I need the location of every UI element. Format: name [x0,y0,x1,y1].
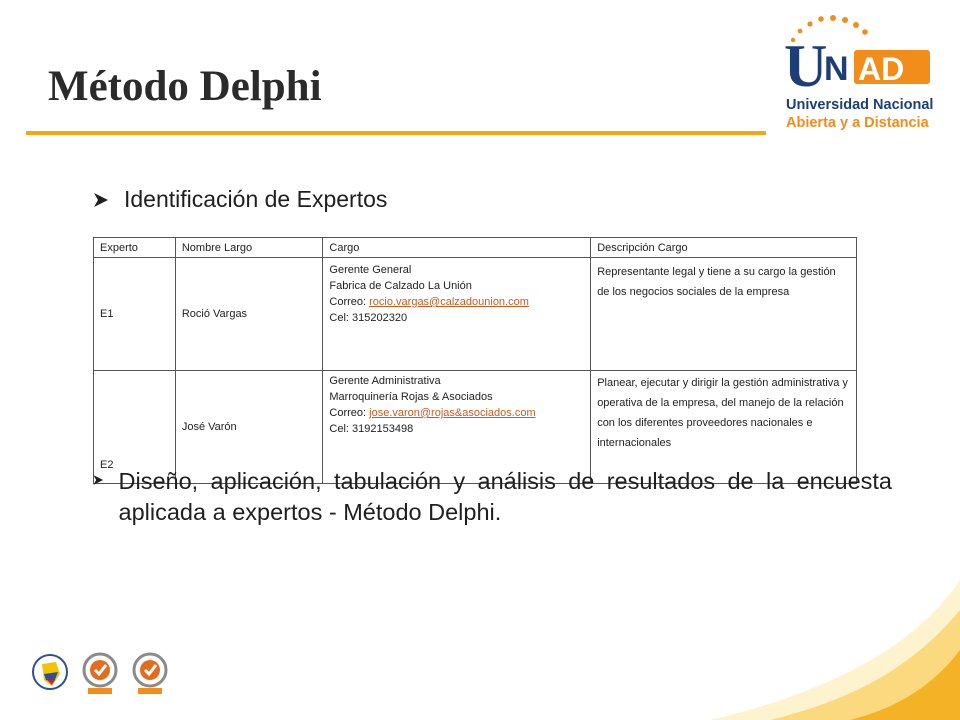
cargo-email-line [329,294,584,310]
expert-name: Roció Vargas [175,258,323,371]
unad-logo [776,14,946,134]
bullet-text: Diseño, aplicación, tabulación y análisis de resultados de la encuesta aplicada a expertos - Método Delphi. [118,468,892,525]
cargo-company: Marroquinería Rojas & Asociados [329,391,493,403]
header-experto: Experto [94,238,176,258]
svg-text:N: N [824,50,849,88]
logo-line2: Abierta y a Distancia [786,115,929,131]
email-link[interactable]: rocio.vargas@calzadounion.com [369,296,529,308]
title-underline [26,131,766,135]
cargo-email-line [329,405,584,421]
colombia-seal-icon [30,652,70,696]
svg-text:AD: AD [858,51,905,87]
arrow-bullet-icon [92,466,105,489]
certification-seal-icon [130,652,170,696]
decorative-wave [620,580,960,720]
table-header-row [94,238,857,258]
header-nombre: Nombre Largo [175,238,323,258]
svg-text:U: U [784,33,828,99]
footer-seals [30,652,170,696]
logo-line1: Universidad Nacional [786,97,934,113]
cargo-company: Fabrica de Calzado La Unión [329,280,472,292]
slide-title: Método Delphi [48,63,322,110]
description-text: Representante legal y tiene a su cargo la gestión de los negocios sociales de la empresa [597,266,836,298]
arrow-bullet-icon [92,186,110,209]
bullet-identificacion [92,186,387,213]
cargo-title: Gerente General [329,264,412,276]
bullet-diseno [92,466,892,528]
expert-id: E1 [94,258,176,371]
email-link[interactable]: jose.varon@rojas&asociados.com [369,407,536,419]
header-descripcion: Descripción Cargo [591,238,857,258]
expert-id: E2 [94,371,176,484]
cargo-phone: Cel: 3192153498 [329,423,414,435]
cargo-phone: Cel: 315202320 [329,312,408,324]
expert-description [591,258,857,371]
description-text: Planear, ejecutar y dirigir la gestión administrativa y operativa de la empresa, del manejo de la relación con los diferentes proveedores nacionales e internacionales [597,377,848,449]
email-label: Correo: [329,407,370,419]
header-cargo: Cargo [323,238,591,258]
bullet-text: Identificación de Expertos [124,186,388,212]
expert-name: José Varón [175,371,323,484]
email-label: Correo: [329,296,370,308]
certification-seal-icon [80,652,120,696]
experts-table [93,237,857,484]
table-row [94,258,857,371]
cargo-title: Gerente Administrativa [329,375,441,387]
expert-cargo [323,258,591,371]
